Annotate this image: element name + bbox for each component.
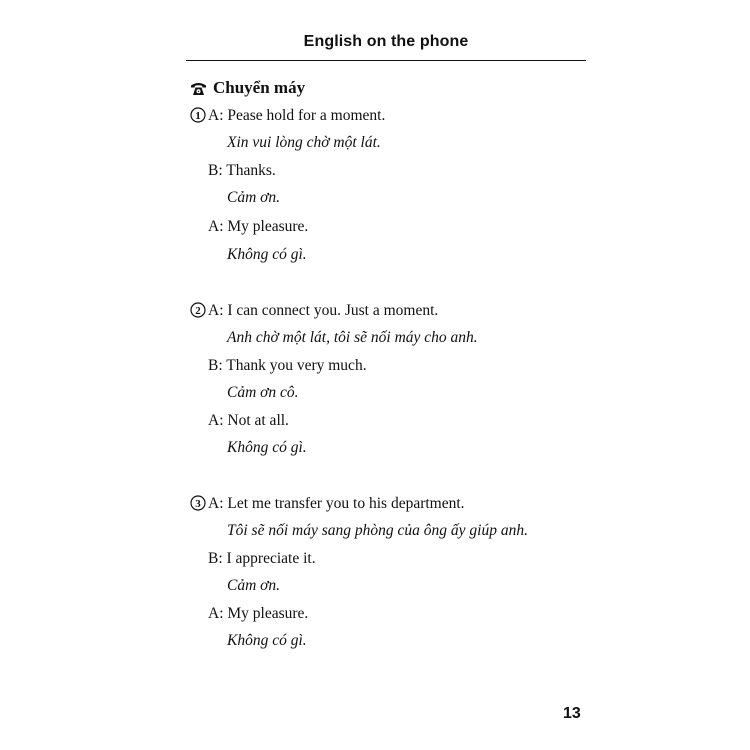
- svg-text:1: 1: [195, 110, 201, 122]
- dialogue-2-line-2-en: B: Thank you very much.: [208, 357, 367, 374]
- circled-number-2-icon: [190, 302, 206, 318]
- dialogue-2-line-1-en: A: I can connect you. Just a moment.: [208, 302, 439, 319]
- dialogue-1-line-1-vi: Xin vui lòng chờ một lát.: [227, 134, 381, 151]
- dialogue-1-line-2-vi: Cảm ơn.: [227, 189, 281, 206]
- dialogue-2-line-1-vi: Anh chờ một lát, tôi sẽ nối máy cho anh.: [227, 329, 478, 346]
- running-header: English on the phone: [303, 33, 469, 50]
- dialogue-3-line-2-en: B: I appreciate it.: [208, 550, 316, 567]
- telephone-icon: [190, 81, 207, 96]
- dialogue-2-line-3-en: A: Not at all.: [208, 412, 289, 429]
- circled-number-3-icon: [190, 495, 206, 511]
- section-heading: [190, 78, 305, 98]
- circled-number-1-icon: [190, 107, 206, 123]
- dialogue-1-line-1-en: A: Pease hold for a moment.: [208, 107, 386, 124]
- dialogue-1-line-3-en: A: My pleasure.: [208, 218, 309, 235]
- header-rule: [186, 60, 586, 61]
- svg-text:3: 3: [195, 498, 201, 510]
- dialogue-3-line-1-vi: Tôi sẽ nối máy sang phòng của ông ấy giúp anh.: [227, 522, 528, 539]
- dialogue-2-line-2-vi: Cảm ơn cô.: [227, 384, 299, 401]
- dialogue-2-line-3-vi: Không có gì.: [227, 439, 307, 456]
- dialogue-3-line-3-en: A: My pleasure.: [208, 605, 309, 622]
- dialogue-3-line-3-vi: Không có gì.: [227, 632, 307, 649]
- dialogue-1-line-2-en: B: Thanks.: [208, 162, 276, 179]
- dialogue-1-line-3-vi: Không có gì.: [227, 246, 307, 263]
- dialogue-3-line-1-en: A: Let me transfer you to his department.: [208, 495, 465, 512]
- dialogue-3-line-2-vi: Cảm ơn.: [227, 577, 281, 594]
- page-number: 13: [563, 705, 581, 722]
- section-title: Chuyển máy: [213, 78, 306, 97]
- svg-text:2: 2: [195, 305, 201, 317]
